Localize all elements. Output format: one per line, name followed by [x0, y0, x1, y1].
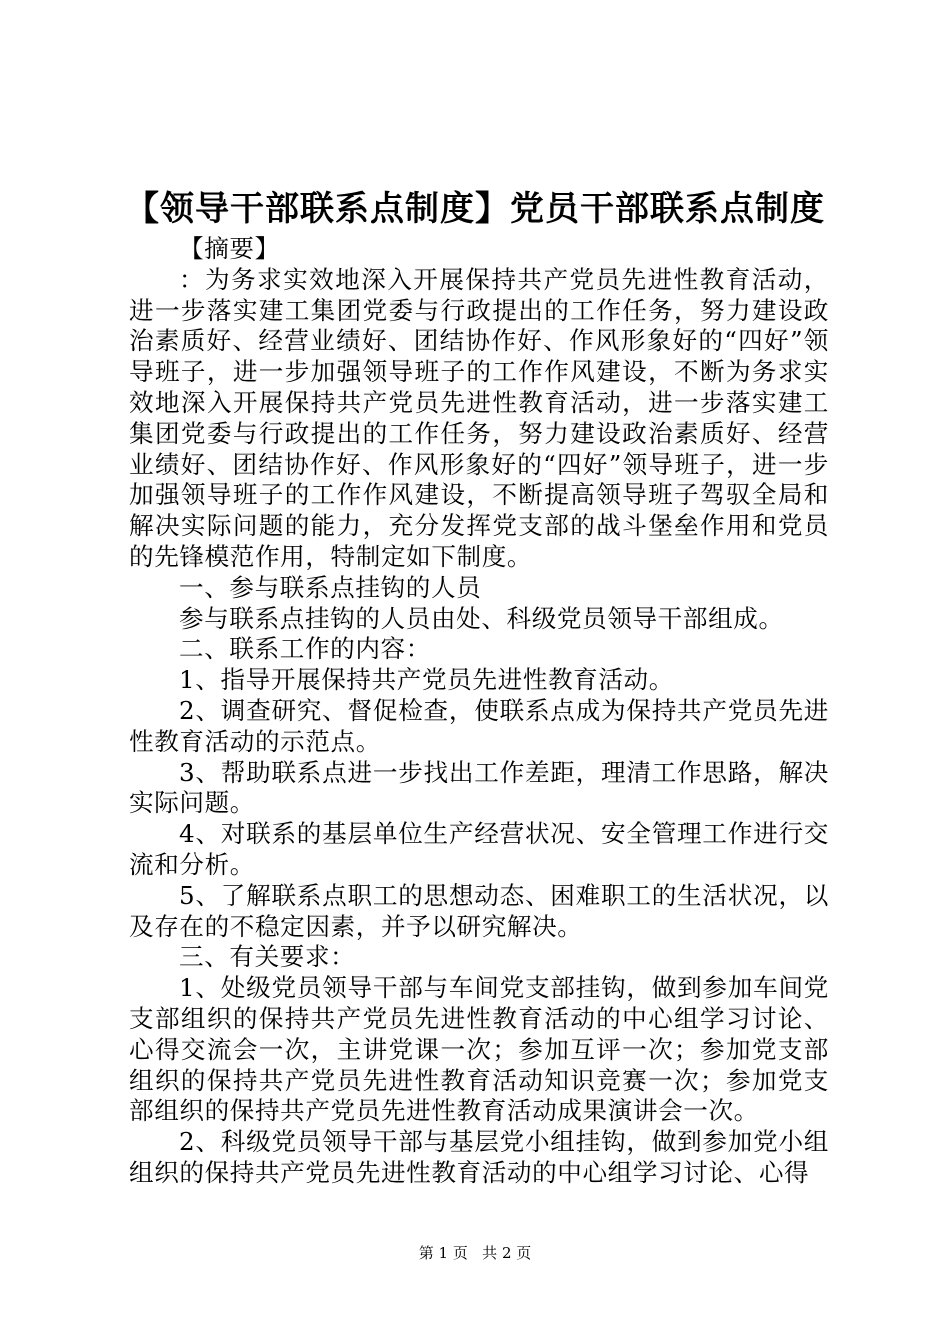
section-heading-1: 一、参与联系点挂钩的人员	[179, 572, 482, 602]
page-total: 共 2 页	[482, 1244, 532, 1262]
document-body	[129, 234, 829, 1189]
abstract-paragraph: ：为务求实效地深入开展保持共产党员先进性教育活动，进一步落实建工集团党委与行政提出的工作任务，努力建设政治素质好、经营业绩好、团结协作好、作风形象好的“四好”领导班子，进一步加强领导班子的工作作风建设，不断为务求实效地深入开展保持共产党员先进性教育活动，进一步落实建工集团党委与行政提出的工作任务，努力建设政治素质好、经营业绩好、团结协作好、作风形象好的“四好”领导班子，进一步加强领导班子的工作作风建设，不断提高领导班子驾驭全局和解决实际问题的能力，充分发挥党支部的战斗堡垒作用和党员的先锋模范作用，特制定如下制度。	[129, 264, 829, 571]
document-title: 【领导干部联系点制度】党员干部联系点制度	[125, 189, 825, 229]
list-item: 2、科级党员领导干部与基层党小组挂钩，做到参加党小组组织的保持共产党员先进性教育活动的中心组学习讨论、心得	[129, 1127, 829, 1187]
paragraph: 参与联系点挂钩的人员由处、科级党员领导干部组成。	[179, 603, 784, 633]
list-item: 5、了解联系点职工的思想动态、困难职工的生活状况，以及存在的不稳定因素，并予以研究解决。	[129, 880, 829, 941]
list-item: 3、帮助联系点进一步找出工作差距，理清工作思路，解决实际问题。	[129, 757, 829, 818]
page-number: 第 1 页	[418, 1244, 468, 1262]
section-heading-2: 二、联系工作的内容：	[179, 634, 431, 664]
list-item: 4、对联系的基层单位生产经营状况、安全管理工作进行交流和分析。	[129, 819, 829, 879]
page-footer	[0, 1242, 950, 1264]
list-item: 2、调查研究、督促检查，使联系点成为保持共产党员先进性教育活动的示范点。	[129, 695, 829, 756]
list-item: 1、处级党员领导干部与车间党支部挂钩，做到参加车间党支部组织的保持共产党员先进性教育活动的中心组学习讨论、心得交流会一次，主讲党课一次；参加互评一次；参加党支部组织的保持共产党员先进性教育活动知识竞赛一次；参加党支部组织的保持共产党员先进性教育活动成果演讲会一次。	[129, 973, 829, 1126]
abstract-label: 【摘要】	[179, 234, 280, 263]
list-item: 1、指导开展保持共产党员先进性教育活动。	[179, 665, 674, 695]
section-heading-3: 三、有关要求：	[179, 942, 356, 972]
